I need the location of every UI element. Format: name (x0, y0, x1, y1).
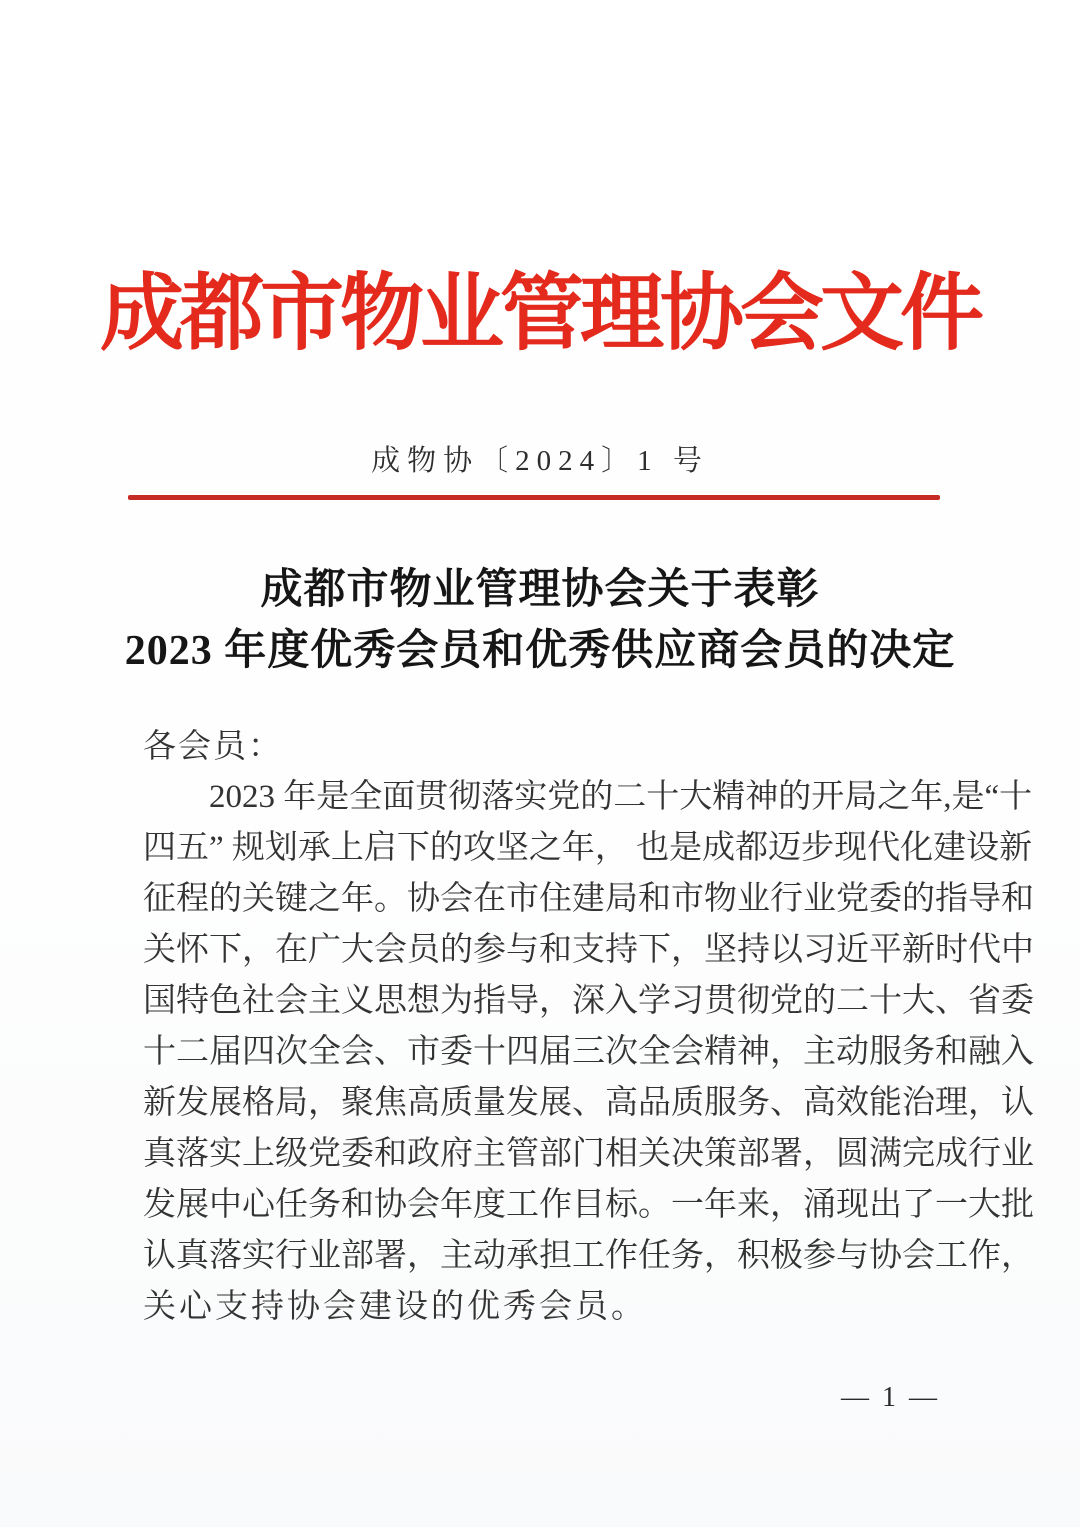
doc-number: 成物协〔2024〕1 号 (371, 445, 709, 477)
body-line: 认真落实行业部署，主动承担工作任务，积极参与协会工作， (143, 1238, 1034, 1274)
body-line: 2023 年是全面贯彻落实党的二十大精神的开局之年,是“十 (209, 779, 1033, 815)
body-line: 征程的关键之年。协会在市住建局和市物业行业党委的指导和 (143, 881, 1034, 917)
body-paragraph (143, 772, 1034, 1333)
document-title-line2: 2023 年度优秀会员和优秀供应商会员的决定 (124, 628, 956, 674)
body-line: 十二届四次全会、市委十四届三次全会精神，主动服务和融入 (143, 1034, 1034, 1070)
page-number: — 1 — (841, 1382, 940, 1413)
body-line: 真落实上级党委和政府主管部门相关决策部署，圆满完成行业 (143, 1136, 1034, 1172)
salutation: 各会员： (143, 729, 283, 765)
document-title-line1: 成都市物业管理协会关于表彰 (260, 567, 820, 613)
body-line: 新发展格局，聚焦高质量发展、高品质服务、高效能治理，认 (143, 1085, 1034, 1121)
document-title (0, 560, 1080, 682)
body-line: 国特色社会主义思想为指导，深入学习贯彻党的二十大、省委 (143, 983, 1034, 1019)
red-separator-rule (128, 495, 940, 500)
body-line: 关心支持协会建设的优秀会员。 (143, 1289, 647, 1325)
body-line: 发展中心任务和协会年度工作目标。一年来，涌现出了一大批 (143, 1187, 1034, 1223)
body-line: 四五” 规划承上启下的攻坚之年， 也是成都迈步现代化建设新 (143, 830, 1033, 866)
masthead-title: 成都市物业管理协会文件 (99, 268, 980, 361)
body-line: 关怀下，在广大会员的参与和支持下，坚持以习近平新时代中 (143, 932, 1034, 968)
